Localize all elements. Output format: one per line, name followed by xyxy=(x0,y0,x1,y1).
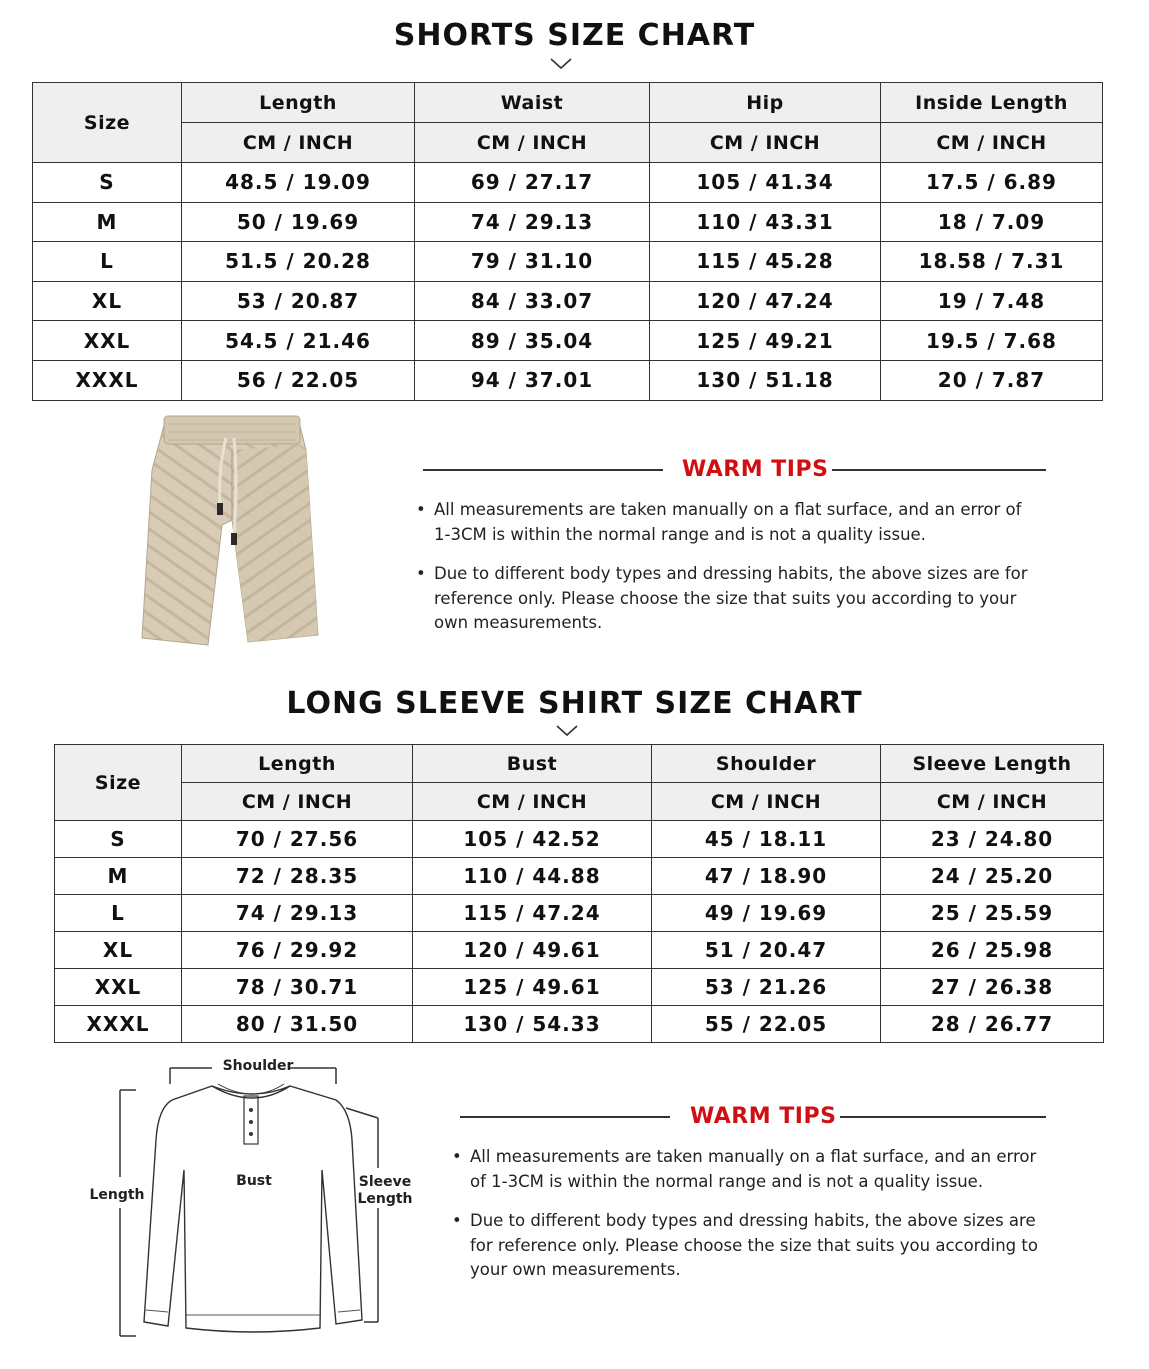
measurement-cell: 26 / 25.98 xyxy=(881,932,1104,969)
table-row xyxy=(33,163,1103,203)
measurement-cell: 20 / 7.87 xyxy=(881,360,1103,400)
size-cell: XXXL xyxy=(55,1006,182,1043)
measurement-cell: 105 / 42.52 xyxy=(413,821,652,858)
measurement-cell: 48.5 / 19.09 xyxy=(182,163,415,203)
measurement-cell: 51 / 20.47 xyxy=(652,932,881,969)
measurement-cell: 55 / 22.05 xyxy=(652,1006,881,1043)
unit-label: CM / INCH xyxy=(881,783,1104,821)
measurement-cell: 115 / 47.24 xyxy=(413,895,652,932)
unit-label: CM / INCH xyxy=(182,123,415,163)
column-header-inside-length: Inside Length xyxy=(881,83,1103,123)
measurement-cell: 89 / 35.04 xyxy=(415,321,650,361)
table-row xyxy=(33,202,1103,242)
table-row xyxy=(33,360,1103,400)
measurement-cell: 54.5 / 21.46 xyxy=(182,321,415,361)
measurement-cell: 23 / 24.80 xyxy=(881,821,1104,858)
size-cell: M xyxy=(55,858,182,895)
tips-divider-left xyxy=(423,469,663,471)
measurement-cell: 120 / 47.24 xyxy=(650,281,881,321)
size-cell: XL xyxy=(33,281,182,321)
column-header-waist: Waist xyxy=(415,83,650,123)
measurement-cell: 53 / 21.26 xyxy=(652,969,881,1006)
table-row xyxy=(33,321,1103,361)
shirt-size-table xyxy=(54,744,1104,1043)
shorts-product-image xyxy=(138,410,322,650)
chevron-down-icon xyxy=(556,725,578,737)
size-cell: S xyxy=(33,163,182,203)
table-row xyxy=(55,895,1104,932)
measurement-cell: 130 / 51.18 xyxy=(650,360,881,400)
measurement-cell: 51.5 / 20.28 xyxy=(182,242,415,282)
measurement-cell: 115 / 45.28 xyxy=(650,242,881,282)
unit-label: CM / INCH xyxy=(415,123,650,163)
size-cell: XXL xyxy=(33,321,182,361)
size-cell: M xyxy=(33,202,182,242)
shirt-title: LONG SLEEVE SHIRT SIZE CHART xyxy=(286,686,863,721)
measurement-cell: 110 / 43.31 xyxy=(650,202,881,242)
unit-label: CM / INCH xyxy=(881,123,1103,163)
measurement-cell: 18.58 / 7.31 xyxy=(881,242,1103,282)
measurement-cell: 72 / 28.35 xyxy=(182,858,413,895)
measurement-cell: 84 / 33.07 xyxy=(415,281,650,321)
column-header-shoulder: Shoulder xyxy=(652,745,881,783)
measurement-cell: 78 / 30.71 xyxy=(182,969,413,1006)
measurement-cell: 50 / 19.69 xyxy=(182,202,415,242)
size-cell: XXL xyxy=(55,969,182,1006)
tip-item: • All measurements are taken manually on a flat surface, and an error of 1-3CM is within the normal range and is not a quality issue. xyxy=(416,498,1041,547)
measurement-cell: 125 / 49.21 xyxy=(650,321,881,361)
measurement-cell: 27 / 26.38 xyxy=(881,969,1104,1006)
diagram-label-length: Length xyxy=(89,1187,145,1203)
column-header-hip: Hip xyxy=(650,83,881,123)
measurement-cell: 24 / 25.20 xyxy=(881,858,1104,895)
warm-tips-title: WARM TIPS xyxy=(682,457,829,482)
table-row xyxy=(33,281,1103,321)
table-row xyxy=(55,858,1104,895)
column-header-length: Length xyxy=(182,83,415,123)
measurement-cell: 69 / 27.17 xyxy=(415,163,650,203)
unit-label: CM / INCH xyxy=(650,123,881,163)
warm-tips-title: WARM TIPS xyxy=(690,1104,837,1129)
measurement-cell: 17.5 / 6.89 xyxy=(881,163,1103,203)
chevron-down-icon xyxy=(550,58,572,70)
measurement-cell: 18 / 7.09 xyxy=(881,202,1103,242)
size-header: Size xyxy=(55,745,182,821)
table-row xyxy=(55,821,1104,858)
measurement-cell: 120 / 49.61 xyxy=(413,932,652,969)
unit-label: CM / INCH xyxy=(652,783,881,821)
diagram-label-shoulder: Shoulder xyxy=(222,1058,294,1074)
measurement-cell: 19.5 / 7.68 xyxy=(881,321,1103,361)
measurement-cell: 70 / 27.56 xyxy=(182,821,413,858)
table-row xyxy=(55,969,1104,1006)
size-header: Size xyxy=(33,83,182,163)
measurement-cell: 110 / 44.88 xyxy=(413,858,652,895)
measurement-cell: 53 / 20.87 xyxy=(182,281,415,321)
sleeve-label-line2: Length xyxy=(357,1191,413,1207)
column-header-bust: Bust xyxy=(413,745,652,783)
tips-divider-left xyxy=(460,1116,670,1118)
tip-item: • All measurements are taken manually on a flat surface, and an error of 1-3CM is within the normal range and is not a quality issue. xyxy=(452,1145,1052,1194)
tip-item: • Due to different body types and dressing habits, the above sizes are for reference only. Please choose the size that suits you according to your own measurements. xyxy=(452,1209,1052,1283)
warm-tips-list xyxy=(416,498,1041,651)
measurement-cell: 74 / 29.13 xyxy=(182,895,413,932)
table-row xyxy=(55,1006,1104,1043)
measurement-cell: 49 / 19.69 xyxy=(652,895,881,932)
tips-divider-right xyxy=(840,1116,1046,1118)
measurement-cell: 79 / 31.10 xyxy=(415,242,650,282)
shorts-size-table xyxy=(32,82,1103,401)
measurement-cell: 56 / 22.05 xyxy=(182,360,415,400)
measurement-cell: 25 / 25.59 xyxy=(881,895,1104,932)
measurement-cell: 19 / 7.48 xyxy=(881,281,1103,321)
shorts-title: SHORTS SIZE CHART xyxy=(393,18,756,53)
tip-item: • Due to different body types and dressing habits, the above sizes are for reference only. Please choose the size that suits you according to your own measurements. xyxy=(416,562,1041,636)
measurement-cell: 76 / 29.92 xyxy=(182,932,413,969)
measurement-cell: 74 / 29.13 xyxy=(415,202,650,242)
measurement-cell: 105 / 41.34 xyxy=(650,163,881,203)
measurement-cell: 94 / 37.01 xyxy=(415,360,650,400)
size-cell: L xyxy=(55,895,182,932)
warm-tips-list xyxy=(452,1145,1052,1298)
size-cell: XL xyxy=(55,932,182,969)
measurement-cell: 125 / 49.61 xyxy=(413,969,652,1006)
measurement-cell: 47 / 18.90 xyxy=(652,858,881,895)
size-cell: XXXL xyxy=(33,360,182,400)
column-header-length: Length xyxy=(182,745,413,783)
measurement-cell: 28 / 26.77 xyxy=(881,1006,1104,1043)
unit-label: CM / INCH xyxy=(413,783,652,821)
diagram-label-sleeve-length xyxy=(350,1174,420,1208)
size-cell: S xyxy=(55,821,182,858)
unit-label: CM / INCH xyxy=(182,783,413,821)
measurement-cell: 80 / 31.50 xyxy=(182,1006,413,1043)
column-header-sleeve-length: Sleeve Length xyxy=(881,745,1104,783)
table-row xyxy=(33,242,1103,282)
size-cell: L xyxy=(33,242,182,282)
measurement-cell: 130 / 54.33 xyxy=(413,1006,652,1043)
table-row xyxy=(55,932,1104,969)
tips-divider-right xyxy=(832,469,1046,471)
diagram-label-bust: Bust xyxy=(236,1173,272,1189)
measurement-cell: 45 / 18.11 xyxy=(652,821,881,858)
sleeve-label-line1: Sleeve xyxy=(358,1174,412,1190)
